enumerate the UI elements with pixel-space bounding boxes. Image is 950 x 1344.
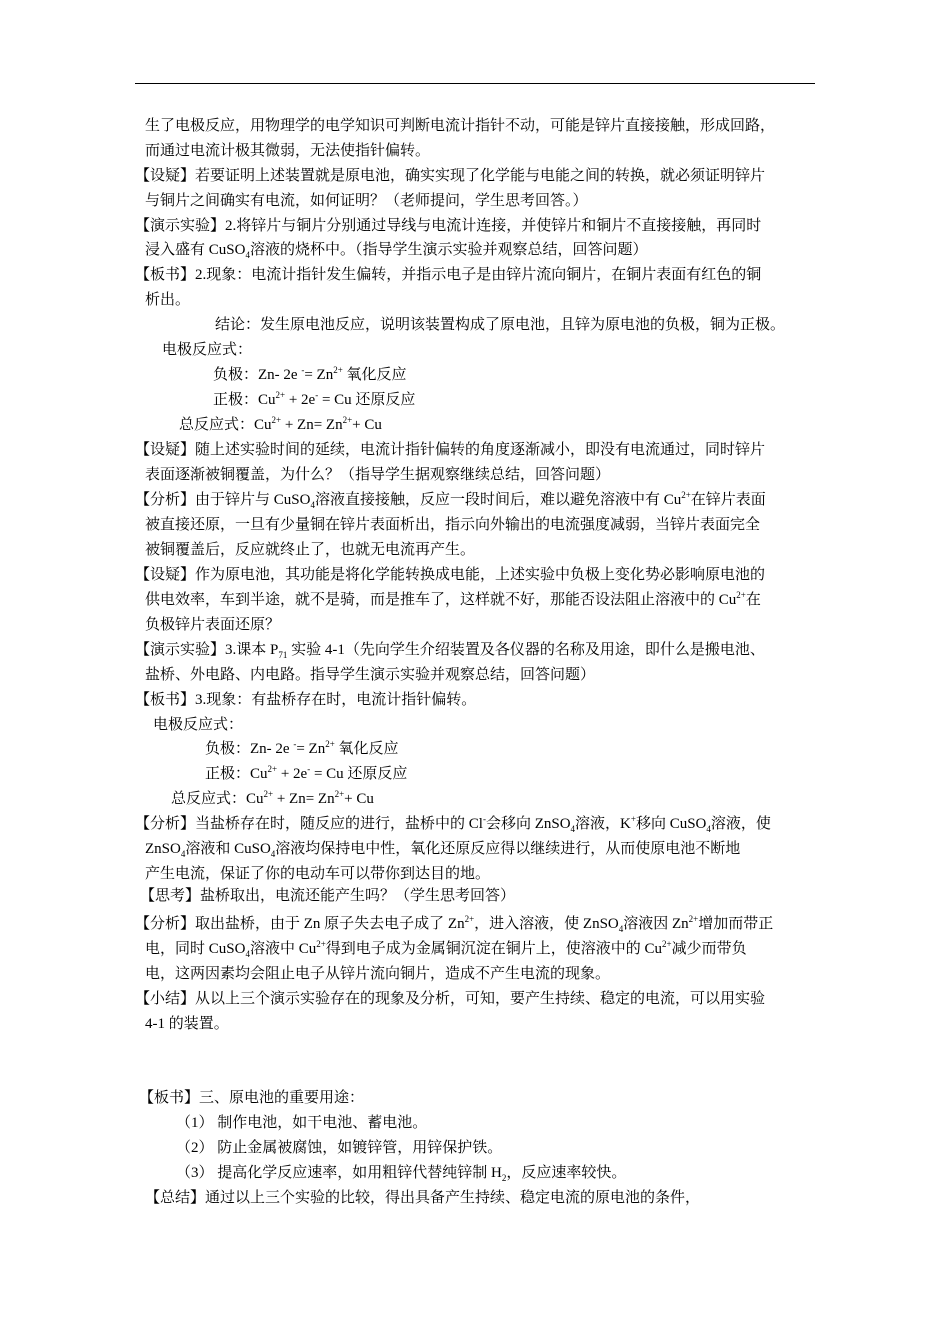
- superscript: 2+: [271, 415, 282, 425]
- text-run: 电极反应式：: [153, 717, 244, 733]
- text-run: 增加而带正: [698, 916, 774, 932]
- superscript: +: [630, 814, 636, 824]
- text-run: 结论：发生原电池反应，说明该装置构成了原电池，且锌为原电池的负极，铜为正极。: [215, 317, 786, 333]
- text-line: [135, 265, 761, 285]
- superscript: 2+: [333, 365, 343, 375]
- text-run: = Zn: [304, 367, 334, 383]
- text-run: 正极：Cu: [205, 766, 268, 782]
- text-run: = Zn: [296, 741, 326, 757]
- text-line: [135, 814, 771, 834]
- text-run: 被直接还原，一旦有少量铜在锌片表面析出，指示向外输出的电流强度减弱，当锌片表面完全: [145, 517, 761, 533]
- text-run: 负极锌片表面还原？: [145, 617, 281, 633]
- superscript: 2+: [688, 914, 699, 924]
- superscript: -: [307, 764, 311, 774]
- text-run: 【板书】三、原电池的重要用途：: [139, 1090, 365, 1106]
- text-run: 溶液的烧杯中。（指导学生演示实验并观察总结，回答问题）: [249, 242, 648, 258]
- text-run: 【总结】通过以上三个实验的比较，得出具备产生持续、稳定电流的原电池的条件，: [145, 1190, 701, 1206]
- text-run: 实验 4-1（先向学生介绍装置及各仪器的名称及用途，即什么是搬电池、: [287, 642, 765, 658]
- text-line: [135, 914, 773, 934]
- text-run: 溶液因 Zn: [623, 916, 689, 932]
- text-run: + Cu: [352, 417, 382, 433]
- text-line: [213, 390, 415, 410]
- text-line: [145, 590, 761, 610]
- subscript: 4: [618, 924, 624, 934]
- text-line: [145, 939, 747, 959]
- text-run: 表面逐渐被铜覆盖，为什么？（指导学生据观察继续总结，回答问题）: [145, 467, 611, 483]
- superscript: 2+: [464, 914, 475, 924]
- text-line: [179, 415, 382, 435]
- subscript: 4: [270, 849, 276, 859]
- text-run: 总反应式：Cu: [171, 791, 264, 807]
- text-line: [135, 490, 766, 510]
- text-run: 移向 CuSO: [635, 816, 707, 832]
- text-line: [205, 764, 407, 784]
- text-run: 【分析】当盐桥存在时，随反应的进行，盐桥中的 Cl: [135, 816, 483, 832]
- text-run: 溶液，使: [710, 816, 771, 832]
- text-run: 氧化反应: [342, 367, 407, 383]
- text-run: 在锌片表面: [690, 492, 766, 508]
- text-run: 被铜覆盖后，反应就终止了，也就无电流再产生。: [145, 542, 476, 558]
- text-line: [135, 166, 765, 186]
- text-run: （3） 提高化学反应速率，如用粗锌代替纯锌制 H: [176, 1165, 502, 1181]
- subscript: 4: [245, 949, 250, 959]
- text-run: 溶液和 CuSO: [185, 841, 271, 857]
- superscript: 2+: [334, 789, 345, 799]
- text-run: 溶液，K: [575, 816, 631, 832]
- text-line: [162, 340, 252, 360]
- text-run: ，反应速率较快。: [506, 1165, 627, 1181]
- superscript: 2+: [342, 415, 353, 425]
- subscript: 2: [501, 1173, 507, 1183]
- text-line: [153, 715, 243, 735]
- text-run: 负极：Zn- 2e: [213, 367, 302, 383]
- superscript: 2+: [263, 789, 274, 799]
- text-run: 电，这两因素均会阻止电子从锌片流向铜片，造成不产生电流的现象。: [145, 966, 611, 982]
- text-run: 在: [745, 592, 761, 608]
- text-run: 而通过电流计极其微弱，无法使指针偏转。: [145, 143, 431, 159]
- text-line: [145, 839, 740, 859]
- text-run: + 2e: [277, 766, 308, 782]
- text-run: 产生电流，保证了你的电动车可以带你到达目的地。: [145, 866, 491, 882]
- text-line: [135, 565, 765, 585]
- text-run: + 2e: [285, 392, 316, 408]
- superscript: -: [293, 739, 297, 749]
- text-line: [145, 615, 280, 635]
- text-run: 总反应式：Cu: [179, 417, 272, 433]
- subscript: 4: [180, 849, 186, 859]
- text-run: 【思考】盐桥取出，电流还能产生吗？（学生思考回答）: [140, 888, 516, 904]
- text-line: [145, 116, 775, 136]
- text-line: [176, 1163, 626, 1183]
- subscript: 4: [706, 824, 711, 834]
- text-run: 溶液均保持电中性，氧化还原反应得以继续进行，从而使原电池不断地: [275, 841, 741, 857]
- text-run: 【演示实验】2.将锌片与铜片分别通过导线与电流计连接，并使锌片和铜片不直接接触，再同时: [135, 218, 762, 234]
- superscript: 2+: [267, 764, 278, 774]
- text-line: [145, 141, 430, 161]
- text-run: + Zn= Zn: [281, 417, 343, 433]
- superscript: 2+: [275, 390, 286, 400]
- text-run: 【分析】取出盐桥，由于 Zn 原子失去电子成了 Zn: [135, 916, 465, 932]
- subscript: 4: [245, 250, 250, 260]
- subscript: 4: [310, 500, 315, 510]
- text-line: [145, 540, 475, 560]
- text-run: 减少而带负: [671, 941, 747, 957]
- text-line: [145, 191, 588, 211]
- text-run: 正极：Cu: [213, 392, 276, 408]
- text-run: 【设疑】若要证明上述装置就是原电池，确实实现了化学能与电能之间的转换，就必须证明锌片: [135, 168, 766, 184]
- superscript: 2+: [681, 490, 691, 500]
- superscript: -: [301, 365, 305, 375]
- text-line: [215, 315, 785, 335]
- text-run: 氧化反应: [334, 741, 399, 757]
- text-run: 溶液直接接触，反应一段时间后，难以避免溶液中有 Cu: [314, 492, 682, 508]
- text-line: [145, 465, 610, 485]
- text-line: [145, 864, 490, 884]
- text-run: 供电效率，车到半途，就不是骑，而是推车了，这样就不好，那能否设法阻止溶液中的 Cu: [145, 592, 737, 608]
- superscript: 2+: [662, 939, 672, 949]
- subscript: 4: [570, 824, 576, 834]
- text-run: 生了电极反应，用物理学的电学知识可判断电流计指针不动，可能是锌片直接接触，形成回路，: [145, 118, 776, 134]
- text-line: [135, 640, 765, 660]
- text-run: 溶液中 Cu: [249, 941, 317, 957]
- subscript: 71: [278, 650, 288, 660]
- text-line: [145, 240, 647, 260]
- text-run: 【演示实验】3.课本 P: [135, 642, 279, 658]
- text-run: 【板书】2.现象：电流计指针发生偏转，并指示电子是由锌片流向铜片，在铜片表面有红色的铜: [135, 267, 762, 283]
- text-run: 盐桥、外电路、内电路。指导学生演示实验并观察总结，回答问题）: [145, 667, 596, 683]
- text-line: [139, 1088, 364, 1108]
- text-run: 析出。: [145, 292, 191, 308]
- text-line: [176, 1138, 502, 1158]
- superscript: -: [482, 814, 486, 824]
- text-line: [145, 665, 595, 685]
- text-run: ZnSO: [145, 841, 181, 857]
- text-run: 与铜片之间确实有电流，如何证明？（老师提问，学生思考回答。）: [145, 193, 588, 209]
- text-run: 电极反应式：: [162, 342, 253, 358]
- text-run: 【设疑】随上述实验时间的延续，电流计指针偏转的角度逐渐减小，即没有电流通过，同时锌片: [135, 442, 766, 458]
- text-run: 得到电子成为金属铜沉淀在铜片上，使溶液中的 Cu: [325, 941, 663, 957]
- text-run: （1） 制作电池，如干电池、蓄电池。: [176, 1115, 428, 1131]
- text-run: 【分析】由于锌片与 CuSO: [135, 492, 311, 508]
- text-line: [145, 515, 760, 535]
- text-line: [135, 440, 765, 460]
- text-run: 【小结】从以上三个演示实验存在的现象及分析，可知，要产生持续、稳定的电流，可以用实验: [135, 991, 766, 1007]
- text-run: 【设疑】作为原电池，其功能是将化学能转换成电能，上述实验中负极上变化势必影响原电池的: [135, 567, 766, 583]
- text-line: [135, 989, 765, 1009]
- text-line: [145, 290, 190, 310]
- text-run: + Cu: [344, 791, 374, 807]
- text-run: （2） 防止金属被腐蚀，如镀锌管，用锌保护铁。: [176, 1140, 503, 1156]
- text-line: [145, 1188, 700, 1208]
- text-line: [171, 789, 374, 809]
- text-run: 4-1 的装置。: [145, 1016, 229, 1032]
- text-run: 【板书】3.现象：有盐桥存在时，电流计指针偏转。: [135, 692, 477, 708]
- superscript: -: [315, 390, 319, 400]
- text-run: + Zn= Zn: [273, 791, 335, 807]
- text-run: 电，同时 CuSO: [145, 941, 246, 957]
- text-run: = Cu 还原反应: [310, 766, 408, 782]
- text-run: ，进入溶液，使 ZnSO: [474, 916, 619, 932]
- text-line: [213, 365, 407, 385]
- text-run: 会移向 ZnSO: [485, 816, 571, 832]
- text-line: [205, 739, 399, 759]
- text-line: [145, 1014, 229, 1034]
- text-line: [145, 964, 610, 984]
- text-line: [135, 690, 476, 710]
- text-run: 浸入盛有 CuSO: [145, 242, 246, 258]
- superscript: 2+: [316, 939, 326, 949]
- text-run: 负极：Zn- 2e: [205, 741, 294, 757]
- superscript: 2+: [736, 590, 746, 600]
- text-line: [140, 886, 515, 906]
- text-line: [176, 1113, 427, 1133]
- header-rule: [135, 83, 815, 84]
- superscript: 2+: [325, 739, 335, 749]
- text-line: [135, 216, 761, 236]
- text-run: = Cu 还原反应: [318, 392, 416, 408]
